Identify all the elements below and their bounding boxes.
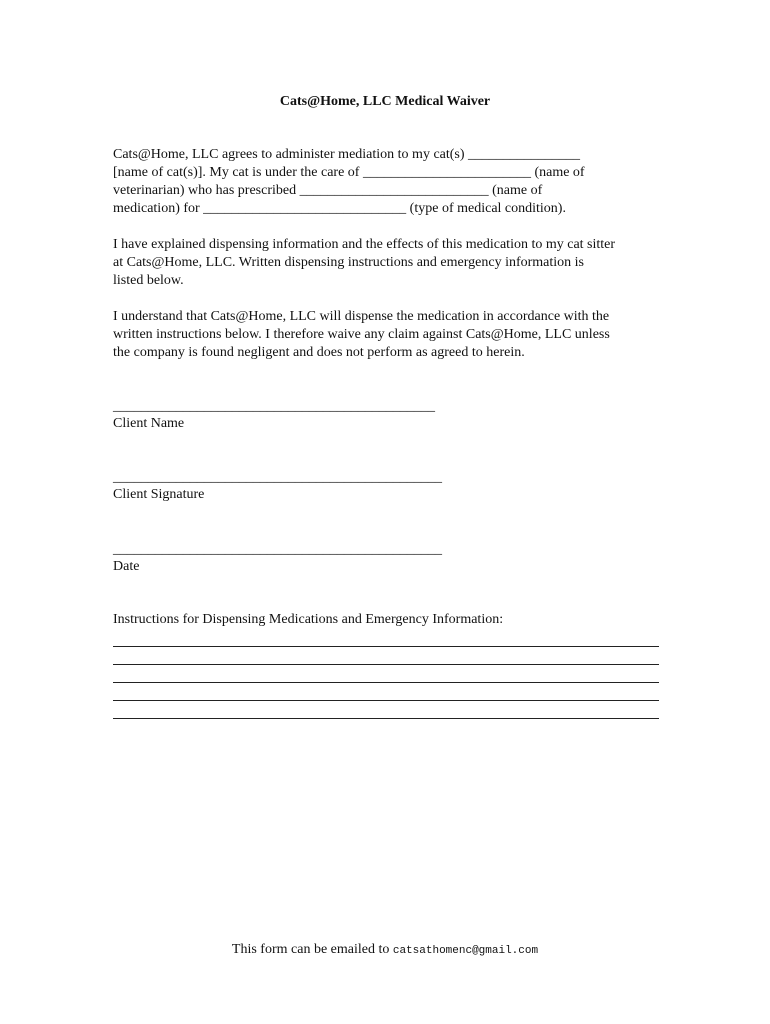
date-field[interactable]: _______________________________________________ xyxy=(113,542,442,557)
client-name-field[interactable]: ______________________________________________ xyxy=(113,399,435,414)
agreement-line-3: veterinarian) who has prescribed ___________________________ (name of xyxy=(113,183,543,198)
waiver-line-3: the company is found negligent and does not perform as agreed to herein. xyxy=(113,345,525,360)
explanation-line-1: I have explained dispensing information and the effects of this medication to my cat sitter xyxy=(113,237,616,252)
agreement-line-4: medication) for _____________________________ (type of medical condition). xyxy=(113,201,566,216)
instructions-line[interactable] xyxy=(113,629,659,647)
document-title: Cats@Home, LLC Medical Waiver xyxy=(279,94,491,109)
client-name-label: Client Name xyxy=(113,416,185,431)
footer-email: catsathomenc@gmail.com xyxy=(392,945,539,957)
explanation-line-3: listed below. xyxy=(113,273,184,288)
footer xyxy=(0,942,770,958)
instructions-line[interactable] xyxy=(113,647,659,665)
agreement-line-1: Cats@Home, LLC agrees to administer mediation to my cat(s) ________________ xyxy=(113,147,581,162)
instructions-line[interactable] xyxy=(113,683,659,701)
explanation-line-2: at Cats@Home, LLC. Written dispensing instructions and emergency information is xyxy=(113,255,585,270)
waiver-line-2: written instructions below. I therefore waive any claim against Cats@Home, LLC unless xyxy=(113,327,610,342)
instructions-blank-lines xyxy=(113,629,659,719)
instructions-line[interactable] xyxy=(113,665,659,683)
client-signature-label: Client Signature xyxy=(113,487,205,502)
agreement-paragraph xyxy=(113,146,658,218)
explanation-paragraph xyxy=(113,236,658,290)
waiver-paragraph xyxy=(113,308,658,362)
footer-text: This form can be emailed to xyxy=(231,942,390,957)
agreement-line-2: [name of cat(s)]. My cat is under the care of ________________________ (name of xyxy=(113,165,585,180)
client-signature-field[interactable]: _______________________________________________ xyxy=(113,470,442,485)
date-label: Date xyxy=(113,559,140,574)
instructions-line[interactable] xyxy=(113,701,659,719)
waiver-line-1: I understand that Cats@Home, LLC will dispense the medication in accordance with the xyxy=(113,309,610,324)
instructions-heading: Instructions for Dispensing Medications and Emergency Information: xyxy=(113,612,504,627)
